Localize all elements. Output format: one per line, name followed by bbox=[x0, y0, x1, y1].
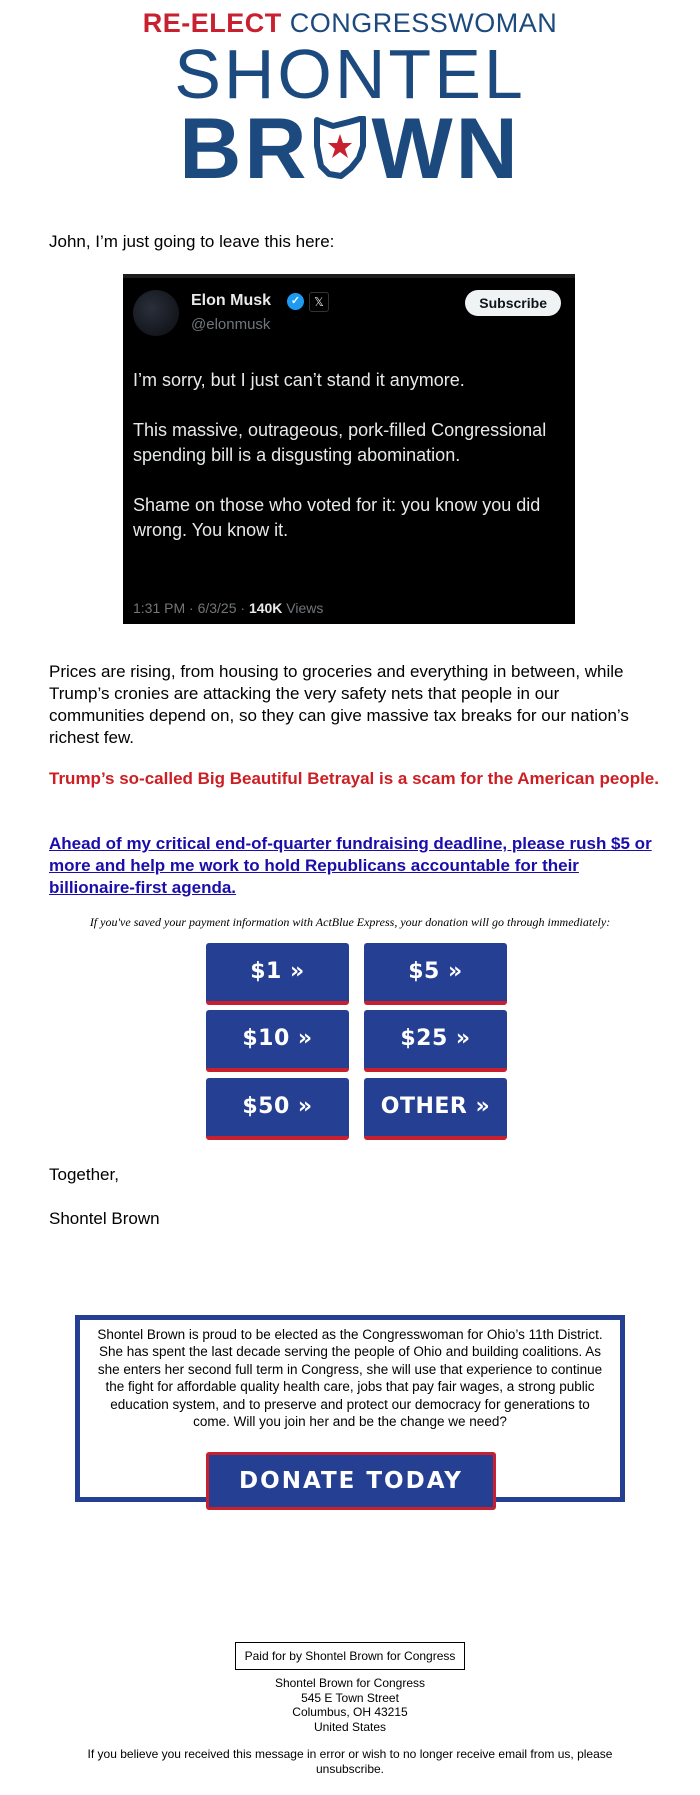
donate-other-button[interactable]: OTHER » bbox=[364, 1078, 507, 1140]
footer-address bbox=[0, 1676, 700, 1734]
greeting-text: John, I’m just going to leave this here: bbox=[49, 232, 335, 251]
body-paragraph: Prices are rising, from housing to groceries and everything in between, while Trump’s cronies are attacking the very safety nets that people in our communities depend on, so they can give massive tax breaks for our nation’s richest few. bbox=[49, 662, 629, 747]
tweet-author-name: Elon Musk bbox=[191, 292, 272, 309]
red-statement: Trump’s so-called Big Beautiful Betrayal is a scam for the American people. bbox=[49, 769, 659, 788]
tweet-paragraph: I’m sorry, but I just can’t stand it anymore. bbox=[133, 370, 465, 390]
address-line: Shontel Brown for Congress bbox=[274, 1676, 426, 1690]
logo-first-name: SHONTEL bbox=[174, 35, 526, 113]
logo-last-name-left: BR bbox=[179, 101, 310, 197]
tweet-subscribe-button: Subscribe bbox=[465, 290, 561, 316]
paid-for-disclaimer: Paid for by Shontel Brown for Congress bbox=[235, 1642, 465, 1670]
tweet-avatar bbox=[133, 290, 179, 336]
tweet-timestamp: 1:31 PM · 6/3/25 · bbox=[133, 600, 249, 616]
tweet-author-handle: @elonmusk bbox=[191, 316, 271, 333]
donate-10-button[interactable]: $10 » bbox=[206, 1010, 349, 1072]
donate-today-button[interactable]: DONATE TODAY bbox=[206, 1452, 496, 1510]
tweet-paragraph: This massive, outrageous, pork-filled Congressional spending bill is a disgusting abomination. bbox=[133, 420, 547, 465]
donate-1-button[interactable]: $1 » bbox=[206, 943, 349, 1005]
logo-reelect: RE-ELECT bbox=[142, 8, 282, 38]
verified-checkmark-icon: ✓ bbox=[287, 293, 304, 310]
tweet-meta bbox=[133, 600, 323, 616]
address-line: 545 E Town Street bbox=[301, 1690, 399, 1705]
x-logo-icon: 𝕏 bbox=[309, 292, 329, 312]
unsubscribe-text[interactable]: If you believe you received this message in error or wish to no longer receive email from us, please unsubscribe. bbox=[87, 1747, 613, 1776]
logo-last-name bbox=[0, 102, 700, 196]
tweet-views-label: Views bbox=[282, 600, 324, 616]
tweet-body bbox=[133, 368, 563, 568]
embedded-tweet bbox=[123, 274, 575, 624]
signature: Shontel Brown bbox=[49, 1209, 160, 1228]
about-box bbox=[75, 1315, 625, 1502]
logo-congresswoman: CONGRESSWOMAN bbox=[289, 8, 558, 38]
about-text: Shontel Brown is proud to be elected as the Congresswoman for Ohio’s 11th District. She has spent the last decade serving the people of Ohio and building coalitions. As she enters her second full term in Congress, she will use that experience to continue the fight for affordable quality health care, jobs that pay fair wages, a strong public education system, and to preserve and protect our democracy for generations to come. Will you join her and be the change we need? bbox=[97, 1327, 603, 1430]
donate-link[interactable]: Ahead of my critical end-of-quarter fundraising deadline, please rush $5 or more and help me work to hold Republicans accountable for their billionaire-first agenda. bbox=[49, 834, 652, 897]
tweet-view-count: 140K bbox=[248, 600, 283, 616]
address-line: United States bbox=[313, 1719, 387, 1734]
logo-last-name-right: WN bbox=[371, 101, 521, 197]
actblue-express-note: If you've saved your payment information with ActBlue Express, your donation will go through immediately: bbox=[89, 915, 611, 929]
closing-text: Together, bbox=[49, 1165, 119, 1184]
ohio-state-icon bbox=[313, 104, 367, 168]
campaign-logo bbox=[0, 0, 700, 200]
donate-5-button[interactable]: $5 » bbox=[364, 943, 507, 1005]
donate-25-button[interactable]: $25 » bbox=[364, 1010, 507, 1072]
tweet-paragraph: Shame on those who voted for it: you know you did wrong. You know it. bbox=[133, 495, 541, 540]
address-line: Columbus, OH 43215 bbox=[292, 1705, 408, 1719]
donate-50-button[interactable]: $50 » bbox=[206, 1078, 349, 1140]
